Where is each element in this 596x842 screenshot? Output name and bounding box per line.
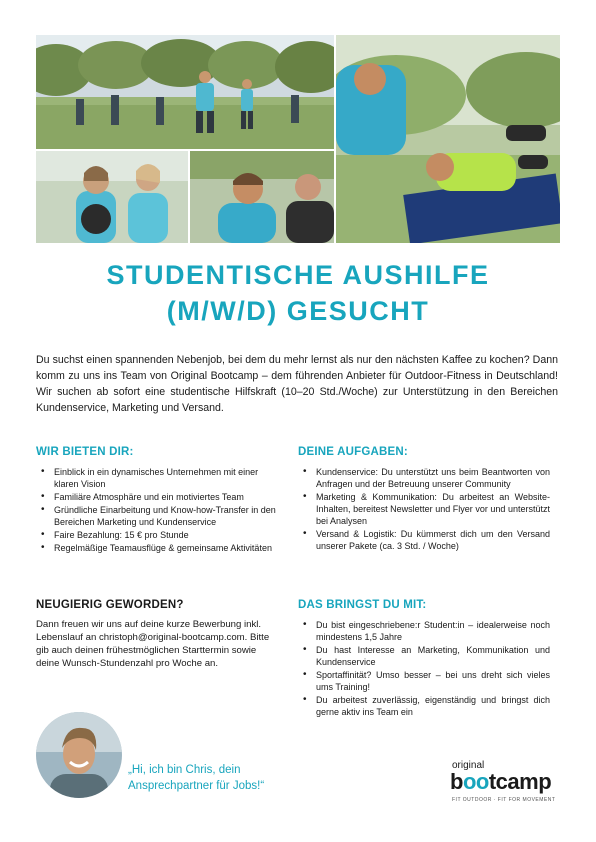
bringst-list (298, 619, 550, 719)
list-item: • Einblick in ein dynamisches Unternehmen mit einer klaren Vision (36, 466, 276, 490)
wir-bieten-heading: WIR BIETEN DIR: (36, 446, 134, 458)
aufgaben-heading: DEINE AUFGABEN: (298, 446, 408, 458)
intro-paragraph: Du suchst einen spannenden Nebenjob, bei dem du mehr lernst als nur den nächsten Kaffee zu kochen? Dann komm zu uns ins Team von Original Bootcamp – dem führenden Anbieter für Outdoor-Fitness in Deutschland! Wir suchen ab sofort eine studentische Hilfskraft (10–20 Std./Woche) zur Unterstützung in den Bereichen Kundenservice, Marketing und Versand. (36, 354, 558, 414)
list-item: • Gründliche Einarbeitung und Know-how-Transfer in den Bereichen Marketing und Kundenservice (36, 504, 276, 528)
neugierig-heading: NEUGIERIG GEWORDEN? (36, 599, 184, 611)
list-item: • Du arbeitest zuverlässig, eigenständig und bringst dich gerne aktiv ins Team ein (298, 694, 550, 718)
list-item: • Marketing & Kommunikation: Du arbeitest an Website-Inhalten, bereitest Newsletter und Flyer vor und unterstützt bei Analysen (298, 491, 550, 527)
contact-avatar (36, 712, 122, 798)
list-item: • Regelmäßige Teamausflüge & gemeinsame Aktivitäten (36, 542, 276, 554)
list-item: • Du hast Interesse an Marketing, Kommunikation und Kundenservice (298, 644, 550, 668)
aufgaben-list (298, 466, 550, 553)
list-item: • Versand & Logistik: Du kümmerst dich um den Versand unserer Pakete (ca. 3 Std. / Woche) (298, 528, 550, 552)
photo-collage (36, 35, 560, 243)
logo-wordmark: bootcamp (450, 769, 552, 794)
list-item: • Du bist eingeschriebene:r Student:in – idealerweise noch mindestens 1,5 Jahre (298, 619, 550, 643)
photo-women-medicine-ball (36, 151, 188, 243)
list-item: • Familiäre Atmosphäre und ein motiviertes Team (36, 491, 276, 503)
wir-bieten-list (36, 466, 276, 555)
page-title-line-2: (M/W/D) GESUCHT (166, 296, 430, 326)
logo-small-text: original (452, 760, 485, 771)
logo-tagline: FIT OUTDOOR · FIT FOR MOVEMENT (452, 797, 556, 803)
bringst-heading: DAS BRINGST DU MIT: (298, 599, 427, 611)
list-item: • Sportaffinität? Umso besser – bei uns dreht sich vieles ums Training! (298, 669, 550, 693)
original-bootcamp-logo (450, 760, 562, 806)
page-title-line-1: STUDENTISCHE AUSHILFE (106, 260, 490, 290)
contact-quote: „Hi, ich bin Chris, dein Ansprechpartner für Jobs!“ (128, 764, 265, 792)
neugierig-text: Dann freuen wir uns auf deine kurze Bewerbung inkl. Lebenslauf an christoph@original-bootcamp.com. Bitte gib auch deinen frühestmöglichen Starttermin sowie deine Wunsch-Stundenzahl pro Woche an. (36, 619, 270, 669)
photo-group-park-training (36, 35, 334, 149)
photo-group-smiling (190, 151, 334, 243)
photo-couple-workout (336, 35, 560, 243)
list-item: • Faire Bezahlung: 15 € pro Stunde (36, 529, 276, 541)
list-item: • Kundenservice: Du unterstützt uns beim Beantworten von Anfragen und der Betreuung unserer Community (298, 466, 550, 490)
